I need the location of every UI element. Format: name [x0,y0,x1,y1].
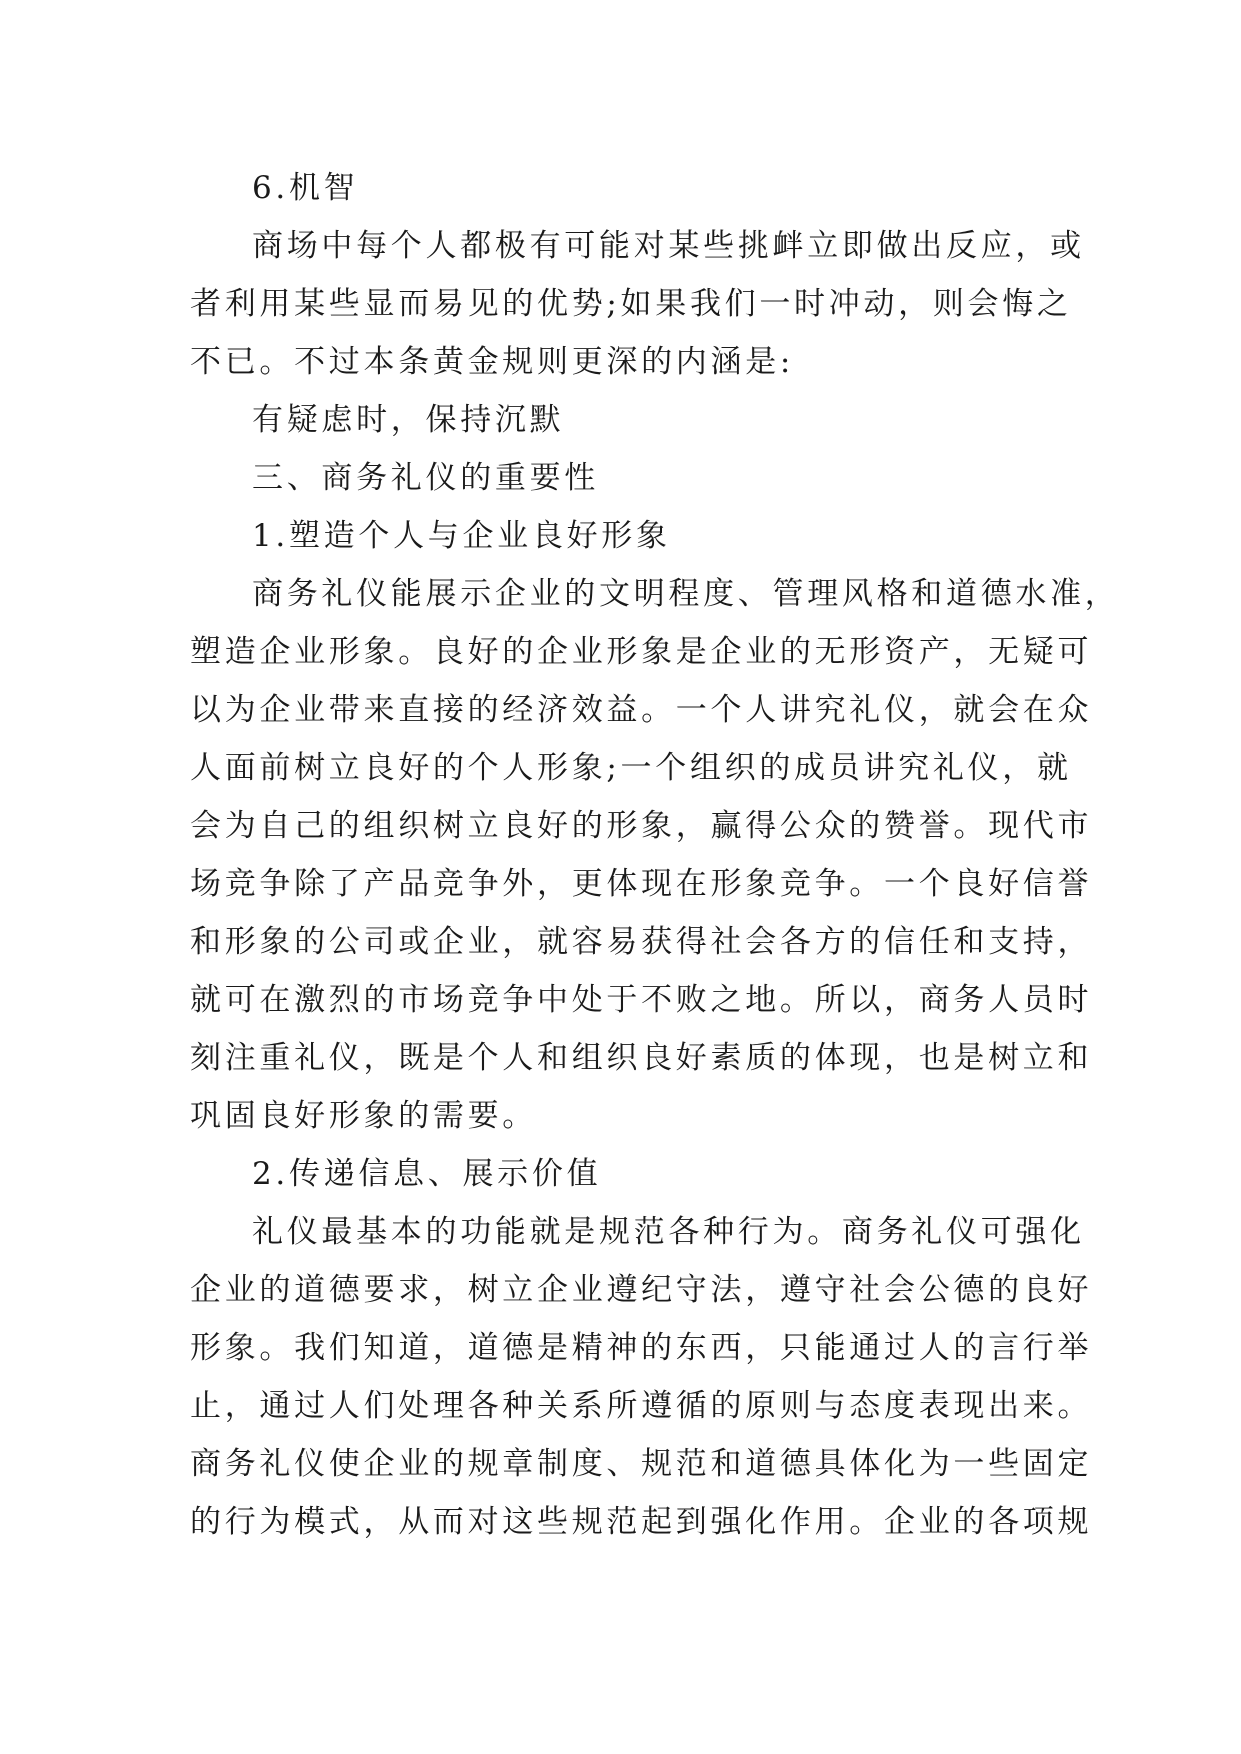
paragraph-line: 商务礼仪使企业的规章制度、规范和道德具体化为一些固定 [190,1446,1093,1482]
paragraph-line: 形象。我们知道，道德是精神的东西，只能通过人的言行举 [190,1330,1093,1366]
paragraph-line: 塑造企业形象。良好的企业形象是企业的无形资产，无疑可 [190,634,1093,670]
subheading-image: 1.塑造个人与企业良好形象 [252,518,671,554]
paragraph-line: 商场中每个人都极有可能对某些挑衅立即做出反应，或 [252,228,1085,264]
paragraph-line: 巩固良好形象的需要。 [190,1098,537,1134]
paragraph-line: 企业的道德要求，树立企业遵纪守法，遵守社会公德的良好 [190,1272,1093,1308]
paragraph-line: 以为企业带来直接的经济效益。一个人讲究礼仪，就会在众 [190,692,1093,728]
paragraph-line: 不已。不过本条黄金规则更深的内涵是: [190,344,795,380]
paragraph-line: 人面前树立良好的个人形象;一个组织的成员讲究礼仪，就 [190,750,1072,786]
heading-tact: 6.机智 [252,170,359,206]
section-heading-importance: 三、商务礼仪的重要性 [252,460,599,496]
paragraph-line: 就可在激烈的市场竞争中处于不败之地。所以，商务人员时 [190,982,1093,1018]
paragraph-line: 会为自己的组织树立良好的形象，赢得公众的赞誉。现代市 [190,808,1093,844]
paragraph-line: 场竞争除了产品竞争外，更体现在形象竞争。一个良好信誉 [190,866,1093,902]
paragraph-line: 和形象的公司或企业，就容易获得社会各方的信任和支持， [190,924,1093,960]
document-body [190,159,1120,1551]
paragraph-line: 商务礼仪能展示企业的文明程度、管理风格和道德水准， [252,576,1120,612]
paragraph-line: 刻注重礼仪，既是个人和组织良好素质的体现，也是树立和 [190,1040,1093,1076]
paragraph-line: 有疑虑时，保持沉默 [252,402,565,438]
paragraph-line: 止，通过人们处理各种关系所遵循的原则与态度表现出来。 [190,1388,1093,1424]
subheading-value: 2.传递信息、展示价值 [252,1156,602,1192]
paragraph-line: 者利用某些显而易见的优势;如果我们一时冲动，则会悔之 [190,286,1072,322]
paragraph-line: 的行为模式，从而对这些规范起到强化作用。企业的各项规 [190,1504,1093,1540]
paragraph-line: 礼仪最基本的功能就是规范各种行为。商务礼仪可强化 [252,1214,1085,1250]
